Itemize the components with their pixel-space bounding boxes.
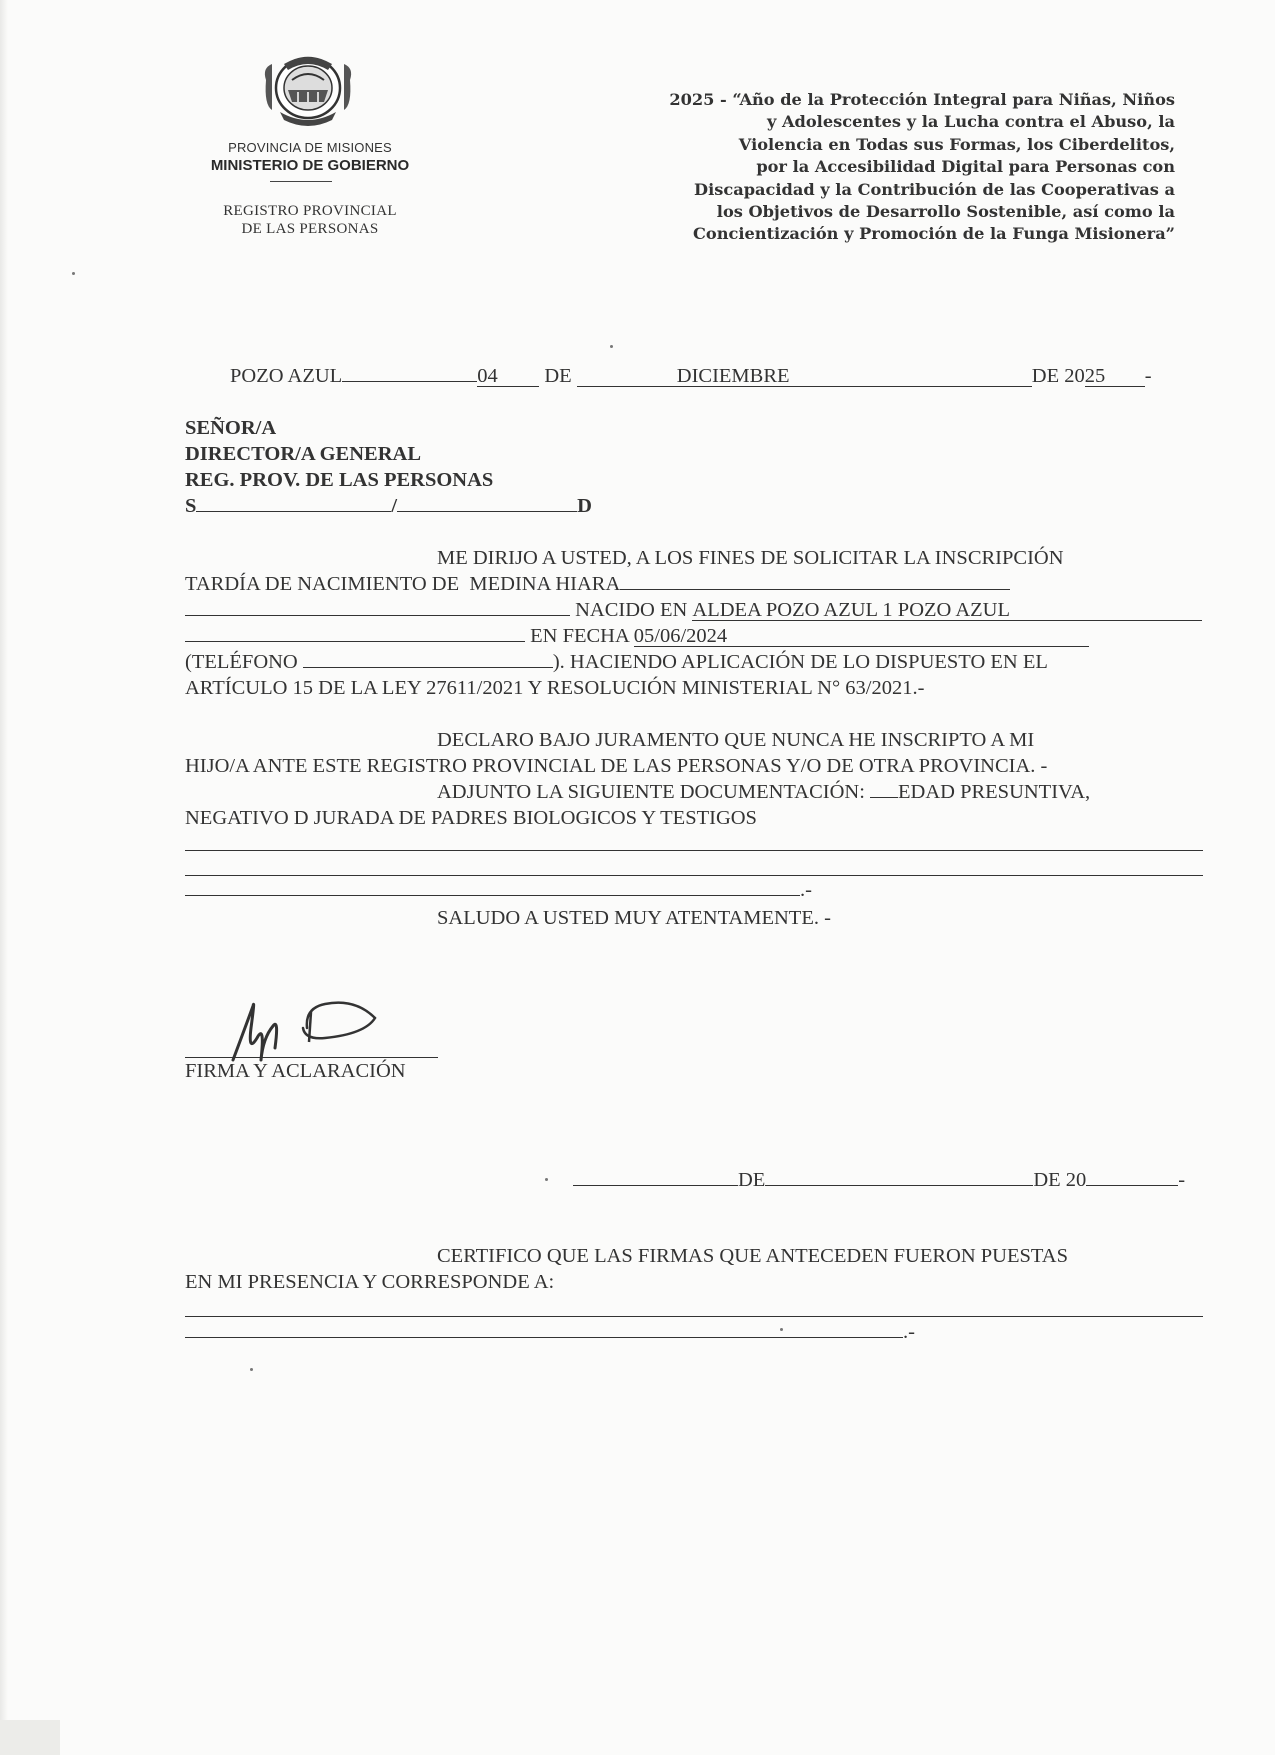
ministry-name: MINISTERIO DE GOBIERNO	[210, 157, 410, 174]
request-intro: ME DIRIJO A USTED, A LOS FINES DE SOLICITAR LA INSCRIPCIÓN	[437, 547, 1064, 569]
birthplace-line: NACIDO EN ALDEA POZO AZUL 1 POZO AZUL	[185, 597, 1202, 623]
closing: SALUDO A USTED MUY ATENTAMENTE. -	[437, 907, 831, 929]
addressee-office: REG. PROV. DE LAS PERSONAS	[185, 469, 494, 491]
birthdate-line: EN FECHA 05/06/2024	[185, 623, 1089, 649]
motto-line: Violencia en Todas sus Formas, los Ciberdelitos,	[738, 134, 1175, 154]
motto-line: 2025 - “Año de la Protección Integral para Niñas, Niños	[669, 90, 1175, 109]
province-crest	[258, 50, 358, 130]
attachments-line: ADJUNTO LA SIGUIENTE DOCUMENTACIÓN: EDAD PRESUNTIVA,	[437, 781, 1091, 803]
certification-blank-end: .-	[185, 1319, 915, 1345]
date-line: POZO AZUL 04 DE DICIEMBRE DE 2025 -	[230, 365, 1152, 387]
blank-line	[185, 850, 1203, 851]
child-name: MEDINA HIARA	[469, 573, 621, 595]
scan-corner	[0, 1720, 60, 1755]
province-name: PROVINCIA DE MISIONES	[228, 140, 392, 155]
certification-line-1: CERTIFICO QUE LAS FIRMAS QUE ANTECEDEN FUERON PUESTAS	[437, 1245, 1068, 1267]
certification-date-line: DE DE 20 -	[573, 1167, 1185, 1193]
registry-line-1: REGISTRO PROVINCIAL	[223, 203, 397, 219]
certification-line-2: EN MI PRESENCIA Y CORRESPONDE A:	[185, 1271, 555, 1293]
name-field[interactable]	[620, 571, 1010, 590]
place-label: POZO AZUL	[230, 365, 343, 387]
blank-line	[185, 875, 1203, 876]
day-field[interactable]: 04	[477, 366, 539, 387]
motto-line: Concientización y Promoción de la Funga Misionera”	[693, 224, 1175, 244]
registry-line-2: DE LAS PERSONAS	[241, 221, 379, 237]
addressee-title: SEÑOR/A	[185, 417, 277, 439]
year-prefix: DE 20	[1031, 365, 1085, 387]
year-motto	[555, 89, 1175, 246]
motto-line: y Adolescentes y la Lucha contra el Abuso, la	[766, 112, 1175, 132]
phone-line: (TELÉFONO ). HACIENDO APLICACIÓN DE LO DISPUESTO EN EL	[185, 651, 1048, 673]
de-label: DE	[544, 365, 572, 387]
declaration-line-2: HIJO/A ANTE ESTE REGISTRO PROVINCIAL DE LAS PERSONAS Y/O DE OTRA PROVINCIA. -	[185, 755, 1048, 777]
legal-reference: ARTÍCULO 15 DE LA LEY 27611/2021 Y RESOLUCIÓN MINISTERIAL N° 63/2021.-	[185, 677, 925, 699]
motto-line: Discapacidad y la Contribución de las Cooperativas a	[694, 179, 1175, 199]
birthplace-field[interactable]: ALDEA POZO AZUL 1 POZO AZUL	[692, 600, 1202, 621]
attachments-value: EDAD PRESUNTIVA,	[898, 781, 1091, 803]
motto-line: por la Accesibilidad Digital para Personas con	[756, 157, 1175, 177]
speck	[780, 1328, 783, 1331]
month-field[interactable]: DICIEMBRE	[577, 366, 1032, 387]
motto-line: los Objetivos de Desarrollo Sostenible, así como la	[716, 202, 1175, 222]
blank-line	[185, 1316, 1203, 1317]
header-divider	[270, 181, 332, 182]
speck	[610, 345, 613, 348]
signature-label: FIRMA Y ACLARACIÓN	[185, 1060, 406, 1082]
sd-line: S / D	[185, 495, 592, 517]
addressee-role: DIRECTOR/A GENERAL	[185, 443, 421, 465]
declaration-line-1: DECLARO BAJO JURAMENTO QUE NUNCA HE INSCRIPTO A MI	[437, 729, 1035, 751]
request-name-line: TARDÍA DE NACIMIENTO DE MEDINA HIARA	[185, 571, 1010, 597]
year-field[interactable]: 25	[1085, 366, 1145, 387]
speck	[72, 272, 75, 275]
attachments-continued: NEGATIVO D JURADA DE PADRES BIOLOGICOS Y TESTIGOS	[185, 807, 757, 829]
scan-edge	[0, 0, 8, 1755]
speck	[545, 1178, 548, 1181]
phone-field[interactable]	[303, 649, 553, 668]
blank-line-end: .-	[185, 877, 812, 903]
speck	[250, 1368, 253, 1371]
birthdate-field[interactable]: 05/06/2024	[634, 626, 1089, 647]
signature	[215, 968, 405, 1068]
